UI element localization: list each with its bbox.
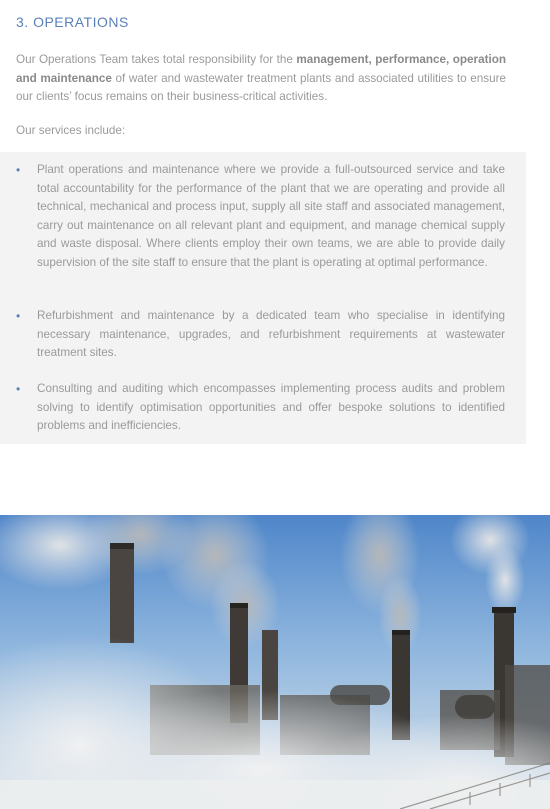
- industrial-plant-photo: [0, 515, 550, 809]
- service-item-text: Plant operations and maintenance where we provide a full-outsourced service and take total accountability for the performance of the plant that we are operating and provide all technical, mechanical and process input, supply all site staff and associated management, carry out maintenance on all relevant plant and equipment, and manage chemical supply and waste disposal. Where clients employ their own teams, we are able to provide daily supervision of the site staff to ensure that the plant is operating at optimal performance.: [37, 163, 505, 269]
- intro-text-emphasis: management, performance, operation and maintenance: [16, 53, 506, 85]
- intro-text-end: of water and wastewater treatment plants and associated utilities to ensure our clients’ focus remains on their business-critical activities.: [16, 71, 506, 103]
- service-item-consulting: [16, 380, 505, 436]
- service-item-text: Refurbishment and maintenance by a dedicated team who specialise in identifying necessary maintenance, upgrades, and refurbishment requirements at wastewater treatment sites.: [37, 309, 505, 359]
- section-heading: 3. OPERATIONS: [16, 14, 129, 30]
- service-item-refurbishment: [16, 307, 505, 363]
- service-item-operations: [16, 161, 505, 272]
- services-panel: [0, 152, 526, 444]
- bullet-icon: •: [16, 163, 21, 177]
- service-item-text: Consulting and auditing which encompasses implementing process audits and problem solving to identify optimisation opportunities and offer bespoke solutions to identified problems and inefficiencies.: [37, 382, 505, 432]
- bullet-icon: •: [16, 309, 21, 323]
- bullet-icon: •: [16, 382, 21, 396]
- intro-paragraph: [16, 51, 506, 107]
- services-label: Our services include:: [16, 124, 126, 137]
- intro-text-start: Our Operations Team takes total responsibility for the: [16, 53, 297, 66]
